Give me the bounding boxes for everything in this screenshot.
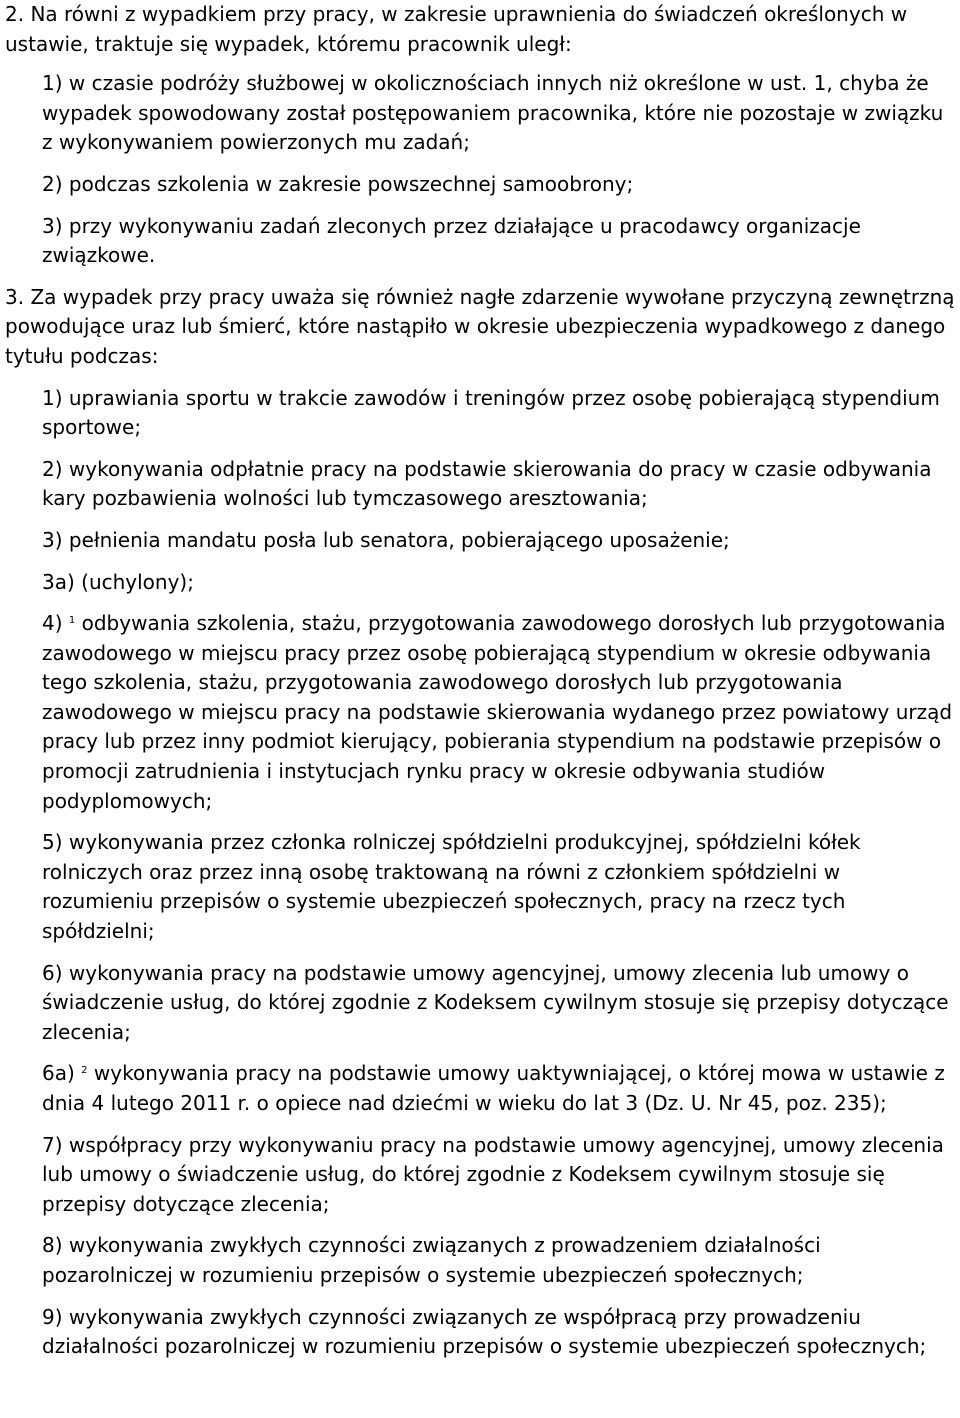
item-4-number: 4) [42, 611, 63, 636]
section-3-item-7: 7) współpracy przy wykonywaniu pracy na podstawie umowy agencyjnej, umowy zlecenia lub umowy o świadczenie usług, do której zgodnie z Kodeksem cywilnym stosuje się przepisy dotyczące zlecenia; [42, 1132, 944, 1216]
section-3-item-5: 5) wykonywania przez członka rolniczej spółdzielni produkcyjnej, spółdzielni kółek rolniczych oraz przez inną osobę traktowaną na równi z członkiem spółdzielni w rozumieniu przepisów o systemie ubezpieczeń społecznych, pracy na rzecz tych spółdzielni; [42, 830, 861, 944]
section-3-item-3: 3) pełnienia mandatu posła lub senatora, pobierającego uposażenie; [42, 527, 730, 552]
section-3-item-9: 9) wykonywania zwykłych czynności związanych ze współpracą przy prowadzeniu działalności pozarolniczej w rozumieniu przepisów o systemie ubezpieczeń społecznych; [42, 1304, 927, 1359]
section-2-item-1: 1) w czasie podróży służbowej w okolicznościach innych niż określone w ust. 1, chyba że wypadek spowodowany został postępowaniem pracownika, które nie pozostaje w związku z wykonywaniem powierzonych mu zadań; [42, 71, 944, 155]
footnote-marker-1: 1 [68, 615, 76, 627]
section-3-intro: 3. Za wypadek przy pracy uważa się również nagłe zdarzenie wywołane przyczyną zewnętrzną powodujące uraz lub śmierć, które nastąpiło w okresie ubezpieczenia wypadkowego z danego tytułu podczas: [5, 284, 955, 368]
item-4-text: odbywania szkolenia, stażu, przygotowania zawodowego dorosłych lub przygotowania zawodowego w miejscu pracy przez osobę pobierającą stypendium w okresie odbywania tego szkolenia, stażu, przygotowania zawodowego dorosłych lub przygotowania zawodowego w miejscu pracy na podstawie skierowania wydanego przez powiatowy urząd pracy lub przez inny podmiot kierujący, pobierania stypendium na podstawie przepisów o promocji zatrudnienia i instytucjach rynku pracy w okresie odbywania studiów podyplomowych; [42, 611, 953, 813]
item-6a-number: 6a) [42, 1061, 75, 1086]
footnote-marker-2: 2 [81, 1065, 88, 1077]
section-3-item-8: 8) wykonywania zwykłych czynności związanych z prowadzeniem działalności pozarolniczej w rozumieniu przepisów o systemie ubezpieczeń społecznych; [42, 1233, 821, 1287]
section-3-item-1: 1) uprawiania sportu w trakcie zawodów i treningów przez osobę pobierającą stypendium sportowe; [42, 385, 940, 440]
section-2-item-2: 2) podczas szkolenia w zakresie powszechnej samoobrony; [42, 171, 634, 196]
section-2-intro: 2. Na równi z wypadkiem przy pracy, w zakresie uprawnienia do świadczeń określonych w ustawie, traktuje się wypadek, któremu pracownik uległ: [5, 2, 908, 56]
section-2-item-3: 3) przy wykonywaniu zadań zleconych przez działające u pracodawcy organizacje związkowe. [42, 213, 861, 268]
section-3-item-4 [5, 609, 960, 816]
section-3-item-6a [5, 1059, 960, 1118]
item-6a-text: wykonywania pracy na podstawie umowy uaktywniającej, o której mowa w ustawie z dnia 4 lutego 2011 r. o opiece nad dziećmi w wieku do lat 3 (Dz. U. Nr 45, poz. 235); [42, 1061, 945, 1115]
section-3-item-6: 6) wykonywania pracy na podstawie umowy agencyjnej, umowy zlecenia lub umowy o świadczenie usług, do której zgodnie z Kodeksem cywilnym stosuje się przepisy dotyczące zlecenia; [42, 960, 949, 1044]
section-3-item-3a: 3a) (uchylony); [42, 569, 194, 594]
section-3-item-2: 2) wykonywania odpłatnie pracy na podstawie skierowania do pracy w czasie odbywania kary pozbawienia wolności lub tymczasowego aresztowania; [42, 456, 932, 511]
